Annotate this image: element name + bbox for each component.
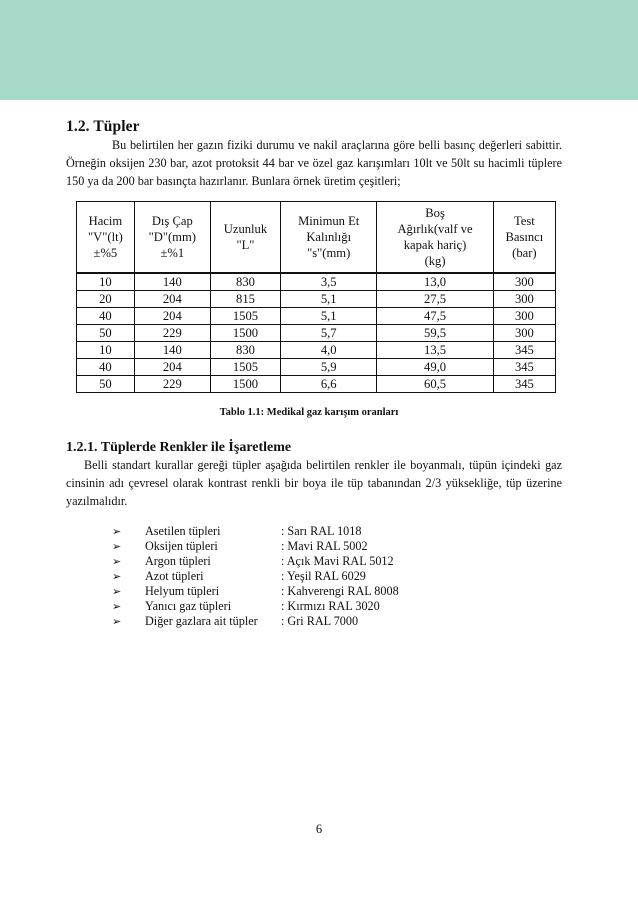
gas-name: Diğer gazlara ait tüpler (145, 614, 258, 628)
table-cell: 1505 (210, 308, 280, 325)
subsection-title: 1.2.1. Tüplerde Renkler ile İşaretleme (66, 440, 292, 455)
table-cell: 345 (493, 342, 555, 359)
table-cell: 345 (493, 359, 555, 376)
intro-paragraph: Bu belirtilen her gazın fiziki durumu ve nakil araçlarına göre belli basınç değerleri sabittir. Örneğin oksijen 230 bar, azot protoksit 44 bar ve özel gaz karışımları 10lt ve 50lt su hacimli tüplere 150 ya da 200 bar basınçta hazırlanır. Bunlara örnek üretim çeşitleri; (66, 138, 562, 188)
arrow-bullet-icon: ➢ (112, 570, 122, 583)
table-header-line: "D"(mm) (148, 230, 196, 244)
table-cell: 40 (77, 308, 135, 325)
table-header-min-wall-thickness (281, 202, 377, 274)
table-cell: 345 (493, 376, 555, 393)
table-header-line: Test (513, 214, 535, 228)
table-cell: 3,5 (281, 273, 377, 291)
gas-name: Azot tüpleri (145, 569, 204, 583)
table-header-line: "V"(lt) (88, 230, 123, 244)
arrow-bullet-icon: ➢ (112, 600, 122, 613)
table-header-line: Basıncı (505, 230, 544, 244)
table-row (77, 291, 556, 308)
table-header-line: (kg) (424, 254, 446, 268)
table-header-volume (77, 202, 135, 274)
table-row (77, 308, 556, 325)
table-cell: 20 (77, 291, 135, 308)
table-cell: 229 (134, 325, 210, 342)
table-header-line: kapak hariç) (403, 238, 467, 252)
gas-color: : Açık Mavi RAL 5012 (281, 554, 394, 568)
table-cell: 300 (493, 291, 555, 308)
list-item (112, 539, 562, 554)
gas-color-list (112, 524, 562, 629)
table-cell: 229 (134, 376, 210, 393)
list-item (112, 599, 562, 614)
table-cell: 1500 (210, 376, 280, 393)
table-header-line: Hacim (88, 214, 123, 228)
table-cell: 27,5 (377, 291, 493, 308)
gas-color: : Yeşil RAL 6029 (281, 569, 366, 583)
table-cell: 5,7 (281, 325, 377, 342)
table-header-line: Minimun Et (298, 214, 360, 228)
table-cell: 1505 (210, 359, 280, 376)
gas-color: : Kırmızı RAL 3020 (281, 599, 380, 613)
table-cell: 6,6 (281, 376, 377, 393)
gas-color: : Gri RAL 7000 (281, 614, 359, 628)
table-caption: Tablo 1.1: Medikal gaz karışım oranları (219, 407, 399, 418)
table-cell: 60,5 (377, 376, 493, 393)
table-body (77, 273, 556, 393)
table-cell: 13,0 (377, 273, 493, 291)
table-cell: 204 (134, 291, 210, 308)
table-header-test-pressure (493, 202, 555, 274)
table-cell: 1500 (210, 325, 280, 342)
table-header-line: Kalınlığı (306, 230, 352, 244)
arrow-bullet-icon: ➢ (112, 525, 122, 538)
table-cell: 4,0 (281, 342, 377, 359)
arrow-bullet-icon: ➢ (112, 555, 122, 568)
gas-color: : Mavi RAL 5002 (281, 539, 368, 553)
table-header-line: "L" (236, 238, 255, 252)
list-item (112, 569, 562, 584)
gas-name: Asetilen tüpleri (145, 524, 221, 538)
gas-name: Yanıcı gaz tüpleri (145, 599, 232, 613)
gas-name: Argon tüpleri (145, 554, 211, 568)
table-header-outer-diameter (134, 202, 210, 274)
table-cell: 5,1 (281, 308, 377, 325)
arrow-bullet-icon: ➢ (112, 615, 122, 628)
gas-name: Helyum tüpleri (145, 584, 220, 598)
table-cell: 300 (493, 308, 555, 325)
table-header-row (77, 202, 556, 274)
table-header-line: ±%5 (93, 246, 118, 260)
arrow-bullet-icon: ➢ (112, 585, 122, 598)
table-cell: 10 (77, 342, 135, 359)
table-cell: 300 (493, 325, 555, 342)
table-row (77, 342, 556, 359)
table-cell: 50 (77, 325, 135, 342)
arrow-bullet-icon: ➢ (112, 540, 122, 553)
cylinder-spec-table (76, 201, 556, 393)
table-header-line: Boş (425, 206, 445, 220)
table-cell: 830 (210, 342, 280, 359)
table-cell: 13,5 (377, 342, 493, 359)
header-band (0, 0, 638, 100)
table-header-line: ±%1 (160, 246, 185, 260)
table-header-line: Uzunluk (223, 222, 268, 236)
table-cell: 815 (210, 291, 280, 308)
table-cell: 50 (77, 376, 135, 393)
table-cell: 40 (77, 359, 135, 376)
gas-name: Oksijen tüpleri (145, 539, 218, 553)
table-cell: 5,9 (281, 359, 377, 376)
table-header-line: "s"(mm) (307, 246, 351, 260)
gas-color: : Sarı RAL 1018 (281, 524, 362, 538)
list-item (112, 524, 562, 539)
list-item (112, 614, 562, 629)
gas-color: : Kahverengi RAL 8008 (281, 584, 399, 598)
table-row (77, 273, 556, 291)
section-title: 1.2. Tüpler (66, 118, 140, 135)
table-cell: 5,1 (281, 291, 377, 308)
table-cell: 204 (134, 359, 210, 376)
table-header-line: Ağırlık(valf ve (397, 222, 473, 236)
list-item (112, 584, 562, 599)
table-cell: 10 (77, 273, 135, 291)
table-cell: 59,5 (377, 325, 493, 342)
table-row (77, 325, 556, 342)
table-cell: 140 (134, 273, 210, 291)
table-cell: 49,0 (377, 359, 493, 376)
table-cell: 830 (210, 273, 280, 291)
table-cell: 204 (134, 308, 210, 325)
table-cell: 300 (493, 273, 555, 291)
table-header-line: (bar) (512, 246, 537, 260)
table-cell: 140 (134, 342, 210, 359)
page-number: 6 (315, 822, 323, 836)
table-header-empty-weight (377, 202, 493, 274)
table-header-length (210, 202, 280, 274)
table-row (77, 359, 556, 376)
colors-paragraph: Belli standart kurallar gereği tüpler aşağıda belirtilen renkler ile boyanmalı, tüpün içindeki gaz cinsinin adı çevresel olarak kontrast renkli bir boya ile tüp tabanından 2/3 yüksekliğe, tüp üzerine yazılmalıdır. (66, 458, 562, 508)
table-row (77, 376, 556, 393)
list-item (112, 554, 562, 569)
table-header-line: Dış Çap (151, 214, 193, 228)
page-content (66, 118, 562, 629)
table-cell: 47,5 (377, 308, 493, 325)
